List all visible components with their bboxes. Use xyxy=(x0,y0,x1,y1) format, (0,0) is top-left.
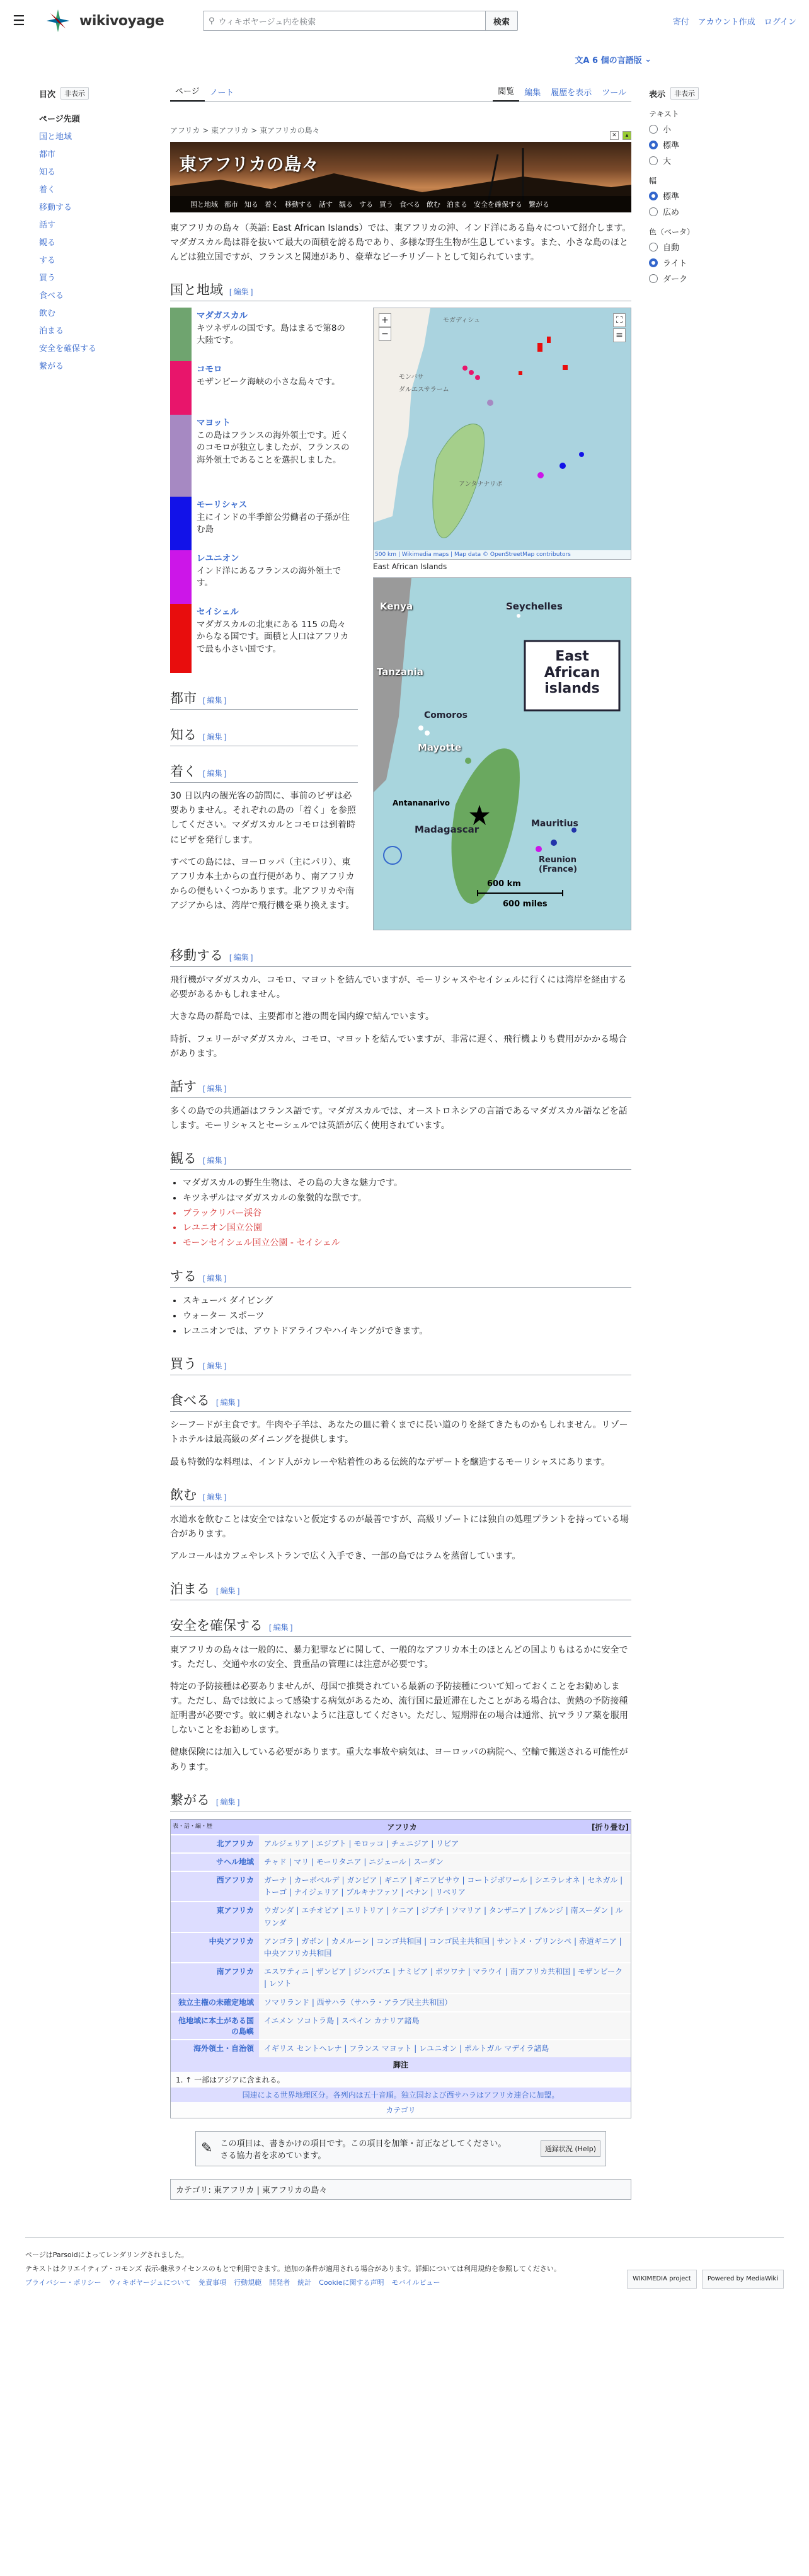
map-attribution[interactable]: 500 km | Wikimedia maps | Map data © OpenStreetMap contributors xyxy=(374,550,631,559)
color-auto[interactable] xyxy=(649,241,750,253)
region-color-swatch xyxy=(170,550,192,604)
zoom-in-button[interactable]: + xyxy=(379,313,391,327)
site-logo[interactable] xyxy=(42,8,193,33)
section-heading-buy xyxy=(170,1354,631,1375)
logo-wordmark: wikivoyage xyxy=(79,13,164,29)
text-size-heading: テキスト xyxy=(649,110,679,118)
region-desc: インド洋にあるフランスの海外領土です。 xyxy=(197,565,341,589)
stub-subtext: さる協力者を求めています。 xyxy=(220,2151,326,2161)
heading-text: する xyxy=(170,1269,197,1284)
banner-nav-item[interactable]: 観る xyxy=(339,200,353,209)
page-footer xyxy=(25,2238,784,2315)
toc-hide-button[interactable]: 非表示 xyxy=(60,87,89,100)
heading-text: 食べる xyxy=(170,1394,210,1409)
navbox-row xyxy=(171,1871,631,1901)
section-heading-drink xyxy=(170,1485,631,1506)
banner-nav-item[interactable]: 泊まる xyxy=(447,200,468,209)
radio-selected-icon xyxy=(649,141,658,149)
tab-page[interactable]: ページ xyxy=(170,84,205,101)
heading-text: 観る xyxy=(170,1151,197,1166)
map-label-seychelles: Seychelles xyxy=(506,601,563,613)
heading-text: 飲む xyxy=(170,1487,197,1503)
donate-link[interactable]: 寄付 xyxy=(672,17,689,27)
region-text xyxy=(192,604,358,673)
banner-nav-item[interactable]: 移動する xyxy=(285,200,313,209)
navbox-title[interactable]: アフリカ xyxy=(387,1822,417,1832)
regions-area xyxy=(170,308,631,930)
region-text xyxy=(192,308,358,361)
getin-paragraph: すべての島には、ヨーロッパ（主にパリ）、東アフリカ本土からの直行便があり、南アフリカからの便もいくつかあります。北アフリカや南アジアからは、湾岸で飛行機を乗り換えます。 xyxy=(170,857,355,911)
heading-text: 国と地域 xyxy=(170,283,223,298)
toc-header xyxy=(39,87,136,100)
banner-nav-item[interactable]: 繋がる xyxy=(529,200,549,209)
footer-license: テキストはクリエイティブ・コモンズ 表示-継承ライセンスのもとで利用できます。追加の条件が適用される場合があります。詳細については利用規約を参照してください。 xyxy=(25,2264,561,2273)
map-title-line: East xyxy=(555,649,589,665)
getin-paragraph: 30 日以内の観光客の訪問に、事前のビザは必要ありません。それぞれの島の「着く」を参照してください。マダガスカルとコモロは到着時にビザを発行します。 xyxy=(170,791,356,845)
region-name[interactable]: モーリシャス xyxy=(197,500,248,511)
drink-paragraph: アルコールはカフェやレストランで広く入手でき、一部の島ではラムを蒸留しています。 xyxy=(170,1551,521,1561)
section-heading-connect xyxy=(170,1790,631,1811)
list-item-link[interactable]: • ブラックリバー渓谷 xyxy=(183,1206,631,1222)
toc-item[interactable]: 飲む xyxy=(39,309,56,318)
map-label-reunion: Reunion (France) xyxy=(539,855,577,875)
toc-item[interactable]: 泊まる xyxy=(39,326,64,336)
toc-item[interactable]: 移動する xyxy=(39,203,72,212)
navbox-row-label[interactable]: 北アフリカ xyxy=(171,1835,259,1852)
width-standard[interactable] xyxy=(649,190,750,202)
region-item xyxy=(170,415,358,497)
width-wide[interactable] xyxy=(649,205,750,217)
tab-note[interactable]: ノート xyxy=(209,88,234,98)
edit-link[interactable]: [ 編集 ] xyxy=(203,1273,227,1283)
color-dark[interactable] xyxy=(649,272,750,284)
banner-nav-item[interactable]: 着く xyxy=(265,200,278,209)
footer-render-note: ページはParsoidによってレンダリングされました。 xyxy=(25,2250,188,2259)
section-heading-eat xyxy=(170,1390,631,1412)
toc-item[interactable]: 観る xyxy=(39,238,56,248)
navbox-row-list[interactable]: アンゴラ | ガボン | カメルーン | コンゴ共和国 | コンゴ民主共和国 | サントメ・プリンシペ | 赤道ギニア | 中央アフリカ共和国 xyxy=(259,1933,631,1962)
tab-edit[interactable]: 編集 xyxy=(524,88,541,98)
drink-paragraph: 水道水を飲むことは安全ではないと仮定するのが最善ですが、高級リゾートには独自の処理プラントを持っている場合があります。 xyxy=(170,1514,629,1539)
section-heading-cities xyxy=(170,688,358,710)
page-title: 東アフリカの島々 xyxy=(179,154,319,175)
footer-link[interactable]: 統計 xyxy=(297,2278,312,2287)
radio-selected-icon xyxy=(649,192,658,200)
banner-nav xyxy=(170,196,631,212)
edit-link[interactable]: [ 編集 ] xyxy=(203,1083,227,1093)
edit-link[interactable]: [ 編集 ] xyxy=(203,1155,227,1165)
footer-link[interactable]: プライバシー・ポリシー xyxy=(25,2278,101,2287)
fullscreen-icon[interactable]: ⛶ xyxy=(613,313,626,327)
region-color-swatch xyxy=(170,308,192,361)
banner-nav-item[interactable]: 話す xyxy=(319,200,333,209)
section-heading-getin xyxy=(170,761,358,783)
stub-notice xyxy=(195,2131,606,2166)
list-item-link[interactable]: • モーンセイシェル国立公園 - セイシェル xyxy=(183,1236,631,1251)
page-tabs xyxy=(170,82,631,102)
scale-label-miles: 600 miles xyxy=(503,899,548,910)
getaround-paragraph: 飛行機がマダガスカル、コモロ、マヨットを結んでいますが、モーリシャスやセイシェルに行くには湾岸を経由する必要があるかもしれません。 xyxy=(170,975,627,1000)
search-button[interactable]: 検索 xyxy=(486,11,518,31)
edit-link[interactable]: [ 編集 ] xyxy=(229,287,253,297)
edit-link[interactable]: [ 編集 ] xyxy=(203,769,227,778)
section-heading-see xyxy=(170,1148,631,1170)
edit-link[interactable]: [ 編集 ] xyxy=(216,1586,240,1595)
map-title-line: African xyxy=(544,664,600,681)
text-size-large[interactable] xyxy=(649,154,750,166)
radio-icon xyxy=(649,274,658,283)
getaround-paragraph: 大きな島の群島では、主要都市と港の間を国内線で結んでいます。 xyxy=(170,1012,434,1022)
search-form xyxy=(203,11,518,31)
list-item: • レユニオンでは、アウトドアライフやハイキングができます。 xyxy=(183,1324,631,1339)
region-color-swatch xyxy=(170,497,192,550)
search-icon: ⚲ xyxy=(209,16,215,26)
edit-link[interactable]: [ 編集 ] xyxy=(216,1398,240,1407)
section-heading-do xyxy=(170,1266,631,1288)
text-size-small[interactable] xyxy=(649,123,750,135)
navbox-row-list[interactable]: イギリス セントヘレナ | フランス マヨット | レユニオン | ポルトガル マデイラ諸島 xyxy=(259,2040,631,2057)
list-item: • ウォーター スポーツ xyxy=(183,1309,631,1324)
map-label: アンタナナリボ xyxy=(459,481,503,488)
edit-link[interactable]: [ 編集 ] xyxy=(203,1492,227,1501)
layers-icon[interactable]: ≡ xyxy=(613,328,626,342)
region-name[interactable]: マダガスカル xyxy=(197,311,248,321)
heading-text: 繋がる xyxy=(170,1793,210,1808)
navbox-footer[interactable]: 国連による世界地理区分。各列内は五十音順。独立国および西サハラはアフリカ連合に加盟。 xyxy=(171,2088,631,2102)
navbox-collapse-button[interactable]: [折り畳む] xyxy=(592,1822,629,1832)
static-region-map[interactable] xyxy=(373,577,631,930)
navbox-row-list[interactable]: ソマリランド | 西サハラ（サハラ・アラブ民主共和国） xyxy=(259,1994,631,2011)
maps-column xyxy=(373,308,631,930)
map-label: モガディシュ xyxy=(443,317,480,325)
static-map-canvas xyxy=(374,578,631,930)
radio-label: 小 xyxy=(663,125,672,135)
heading-text: 着く xyxy=(170,765,197,780)
region-name[interactable]: マヨット xyxy=(197,418,231,429)
section-heading-getaround xyxy=(170,945,631,967)
do-list xyxy=(183,1294,631,1339)
footer-badges xyxy=(627,2270,784,2289)
footer-link[interactable]: モバイルビュー xyxy=(391,2278,440,2287)
footer-link[interactable]: ウィキボヤージュについて xyxy=(108,2278,192,2287)
language-count: 6 個の言語版 xyxy=(592,55,642,66)
edit-link[interactable]: [ 編集 ] xyxy=(229,953,253,962)
heading-text: 移動する xyxy=(170,949,223,964)
edit-link[interactable]: [ 編集 ] xyxy=(203,696,227,705)
navbox-footnote-head: 脚注 xyxy=(171,2057,631,2072)
mediawiki-badge[interactable]: Powered by MediaWiki xyxy=(702,2270,784,2289)
scale-label-km: 600 km xyxy=(487,879,521,889)
list-item: • キツネザルはマダガスカルの象徴的な獣です。 xyxy=(183,1191,631,1206)
create-account-link[interactable]: アカウント作成 xyxy=(697,17,755,27)
list-item: • マダガスカルの野生生物は、その島の大きな魅力です。 xyxy=(183,1176,631,1191)
map-icon[interactable]: ✕ xyxy=(610,131,619,140)
navbox-row-list[interactable]: エスワティニ | ザンビア | ジンバブエ | ナミビア | ボツワナ | マラウイ | 南アフリカ共和国 | モザンビーク | レソト xyxy=(259,1963,631,1992)
stub-status-badge[interactable]: 通録状況 (Help) xyxy=(541,2140,600,2157)
menu-icon[interactable]: ☰ xyxy=(13,13,25,29)
navbox-row xyxy=(171,1852,631,1871)
appearance-panel xyxy=(636,77,750,2238)
navbox-row-label[interactable]: 西アフリカ xyxy=(171,1872,259,1901)
user-links xyxy=(673,15,796,27)
map-canvas xyxy=(374,308,631,559)
chevron-down-icon: ⌄ xyxy=(641,54,651,64)
category-box[interactable]: カテゴリ: 東アフリカ | 東アフリカの島々 xyxy=(170,2179,631,2200)
heading-text: 知る xyxy=(170,728,197,743)
navbox-row xyxy=(171,1834,631,1852)
region-name[interactable]: レユニオン xyxy=(197,553,239,564)
list-item: • スキューバ ダイビング xyxy=(183,1294,631,1309)
toc-item[interactable]: 安全を確保する xyxy=(39,344,97,354)
title-area xyxy=(170,125,631,139)
status-icons xyxy=(610,131,631,140)
tab-read[interactable]: 閲覧 xyxy=(493,84,519,101)
radio-label: 標準 xyxy=(663,192,680,202)
site-header xyxy=(0,0,809,42)
main-content xyxy=(145,77,636,2238)
radio-label: ダーク xyxy=(663,275,688,284)
safe-paragraph: 健康保険には加入している必要があります。重大な事故や病気は、ヨーロッパの病院へ、空輸で搬送される可能性があります。 xyxy=(170,1747,628,1772)
stub-text-block xyxy=(220,2137,532,2161)
region-desc: 主にインドの半季節公労働者の子孫が住む島 xyxy=(197,512,350,535)
region-item xyxy=(170,497,358,550)
wikimedia-badge[interactable]: WIKIMEDIA project xyxy=(627,2270,697,2289)
navbox-title-bar xyxy=(171,1820,631,1834)
tab-history[interactable]: 履歴を表示 xyxy=(551,88,592,98)
toc-item[interactable]: 知る xyxy=(39,168,56,177)
edit-link[interactable]: [ 編集 ] xyxy=(203,1361,227,1371)
africa-navbox xyxy=(170,1819,631,2118)
language-selector[interactable] xyxy=(0,42,809,77)
map-label-kenya: Kenya xyxy=(380,601,413,613)
navbox-row xyxy=(171,2039,631,2057)
banner-nav-item[interactable]: 国と地域 xyxy=(190,200,218,209)
eat-paragraph: シーフードが主食です。牛肉や子羊は、あなたの皿に着くまでに長い道のりを経てきたものかもしれません。リゾートホテルは最高級のダイニングを提供します。 xyxy=(170,1420,628,1445)
see-list xyxy=(183,1176,631,1251)
banner-nav-item[interactable]: 安全を確保する xyxy=(474,200,522,209)
map-label-antananarivo: Antananarivo xyxy=(393,799,450,808)
safe-paragraph: 特定の予防接種は必要ありませんが、母国で推奨されている最新の予防接種について知っておくことをお勧めします。ただし、島では蚊によって感染する病気があるため、流行国に最近滞在したことがある場合は、黄熱の予防接種証明書が必要です。蚊に刺されないように注意してください。ただし、短期滞在の場合は通常、抗マラリア薬を服用しないことをお勧めします。 xyxy=(170,1682,628,1736)
region-desc: モザンビーク海峡の小さな島々です。 xyxy=(197,376,340,387)
navbox-row xyxy=(171,1901,631,1931)
navbox-row-list[interactable]: ウガンダ | エチオピア | エリトリア | ケニア | ジブチ | ソマリア | タンザニア | ブルンジ | 南スーダン | ルワンダ xyxy=(259,1902,631,1931)
section-heading-sleep xyxy=(170,1579,631,1600)
article-status-icon[interactable]: ▴ xyxy=(623,131,631,140)
safe-paragraph: 東アフリカの島々は一般的に、暴力犯罪などに関して、一般的なアフリカ本土のほとんどの国よりもはるかに安全です。ただし、交通や水の安全、貴重品の管理には注意が必要です。 xyxy=(170,1644,628,1670)
banner-nav-item[interactable]: する xyxy=(359,200,373,209)
toc-item[interactable]: 着く xyxy=(39,185,56,195)
region-text xyxy=(192,550,358,604)
toc-item[interactable]: ページ先頭 xyxy=(39,115,80,124)
region-item xyxy=(170,308,358,361)
section-heading-talk xyxy=(170,1077,631,1098)
radio-label: 広め xyxy=(663,208,680,217)
edit-link[interactable]: [ 編集 ] xyxy=(269,1622,293,1632)
region-color-swatch xyxy=(170,604,192,673)
region-text xyxy=(192,415,358,497)
radio-label: 大 xyxy=(663,157,672,166)
getaround-paragraph: 時折、フェリーがマダガスカル、コモロ、マヨットを結んでいますが、非常に遅く、飛行機よりも費用がかかる場合があります。 xyxy=(170,1034,628,1059)
navbox-row xyxy=(171,1932,631,1962)
region-item xyxy=(170,550,358,604)
navbox-row-list[interactable]: アルジェリア | エジプト | モロッコ | チュニジア | リビア xyxy=(259,1835,631,1852)
width-heading: 幅 xyxy=(649,176,657,185)
navbox-row-label[interactable]: 他地域に本土がある国の島嶼 xyxy=(171,2013,259,2039)
edit-link[interactable]: [ 編集 ] xyxy=(216,1797,240,1806)
edit-link[interactable]: [ 編集 ] xyxy=(203,732,227,742)
list-item-link[interactable]: • レユニオン国立公園 xyxy=(183,1221,631,1236)
pencil-icon: ✎ xyxy=(201,2140,213,2157)
table-of-contents xyxy=(0,77,145,2238)
radio-icon xyxy=(649,243,658,251)
map-label-mauritius: Mauritius xyxy=(531,819,578,829)
wikivoyage-logo-icon xyxy=(42,8,74,33)
banner-nav-item[interactable]: 食べる xyxy=(399,200,420,209)
eat-paragraph: 最も特徴的な料理は、インド人がカレーや粘着性のある伝統的なデザートを醸造するモーリシャスにあります。 xyxy=(170,1457,611,1467)
region-text xyxy=(192,361,345,415)
navbox-row-label[interactable]: サヘル地域 xyxy=(171,1854,259,1871)
banner-nav-item[interactable]: 買う xyxy=(379,200,393,209)
toc-title: 目次 xyxy=(39,90,56,100)
radio-icon xyxy=(649,207,658,216)
navbox-row-label[interactable]: 海外領土・自治領 xyxy=(171,2040,259,2057)
footer-link[interactable]: 免責事項 xyxy=(198,2278,227,2287)
tab-tools[interactable]: ツール xyxy=(602,88,626,98)
page-banner xyxy=(170,142,631,212)
map-label-comoros: Comoros xyxy=(424,710,468,721)
region-desc: キツネザルの国です。島はまるで第8の大陸です。 xyxy=(197,323,345,346)
text-size-standard[interactable] xyxy=(649,139,750,151)
region-item xyxy=(170,361,358,415)
translate-icon: 文A xyxy=(575,55,592,66)
map-caption: East African Islands xyxy=(373,562,447,572)
radio-label: ライト xyxy=(663,259,687,269)
navbox-row-list[interactable]: ガーナ | カーボベルデ | ガンビア | ギニア | ギニアビサウ | コートジボワール | シエラレオネ | セネガル | トーゴ | ナイジェリア | ブルキナファソ | ベナン | リベリア xyxy=(259,1872,631,1901)
appearance-hide-button[interactable]: 非表示 xyxy=(670,87,699,100)
heading-text: 買う xyxy=(170,1357,197,1372)
login-link[interactable]: ログイン xyxy=(764,17,796,27)
talk-paragraph: 多くの島での共通語はフランス語です。マダガスカルでは、オーストロネシアの言語であるマダガスカル語などを話します。モーリシャスとセーシェルでは英語が広く使用されています。 xyxy=(170,1106,628,1131)
footer-link[interactable]: 開発者 xyxy=(269,2278,290,2287)
toc-item[interactable]: 買う xyxy=(39,274,56,283)
zoom-out-button[interactable]: − xyxy=(379,327,391,341)
appearance-header xyxy=(649,87,750,100)
navbox-row-list[interactable]: チャド | マリ | モーリタニア | ニジェール | スーダン xyxy=(259,1854,631,1871)
radio-icon xyxy=(649,156,658,165)
color-light[interactable] xyxy=(649,257,750,269)
navbox-row xyxy=(171,2011,631,2039)
toc-item[interactable]: する xyxy=(39,256,56,265)
heading-text: 話す xyxy=(170,1079,197,1094)
section-heading-know xyxy=(170,725,358,746)
heading-text: 安全を確保する xyxy=(170,1618,263,1633)
region-color-swatch xyxy=(170,415,192,497)
toc-item[interactable]: 国と地域 xyxy=(39,132,72,142)
section-heading-regions xyxy=(170,280,631,301)
navbox-row-label[interactable]: 南アフリカ xyxy=(171,1963,259,1992)
toc-item[interactable]: 繋がる xyxy=(39,362,64,371)
navbox-row-label[interactable]: 独立主権の未確定地域 xyxy=(171,1994,259,2011)
search-placeholder: ウィキボヤージュ内を検索 xyxy=(218,17,316,27)
map-label-madagascar: Madagascar xyxy=(415,824,479,836)
region-name[interactable]: セイシェル xyxy=(197,607,239,618)
radio-icon xyxy=(649,125,658,134)
map-label: モンバサ xyxy=(399,374,424,381)
navbox-row-list[interactable]: イエメン ソコトラ島 | スペイン カナリア諸島 xyxy=(259,2013,631,2039)
radio-selected-icon xyxy=(649,258,658,267)
navbox-row-label[interactable]: 中央アフリカ xyxy=(171,1933,259,1962)
intro-paragraph: 東アフリカの島々（英語: East African Islands）では、東アフリカの沖、インド洋にある島々について紹介します。マダガスカル島は群を抜いて最大の面積を誇る島であり、多様な野生生物が生息しています。また、小さな島のほとんどは独立国ですが、フランスと関連があり、豪華なビーチリゾートとして知られています。 xyxy=(170,223,631,263)
section-heading-safe xyxy=(170,1615,631,1637)
map-label-mayotte: Mayotte xyxy=(418,742,462,754)
map-label: ダルエスサラーム xyxy=(399,386,449,394)
navbox-row xyxy=(171,1962,631,1992)
breadcrumb[interactable]: アフリカ > 東アフリカ > 東アフリカの島々 xyxy=(170,126,320,135)
radio-label: 自動 xyxy=(663,243,680,253)
region-name[interactable]: コモロ xyxy=(197,364,222,375)
search-input[interactable] xyxy=(203,11,486,31)
navbox-row-label[interactable]: 東アフリカ xyxy=(171,1902,259,1931)
region-item xyxy=(170,604,358,673)
navbox-footnote: 1. ↑ 一部はアジアに含まれる。 xyxy=(176,2075,285,2084)
heading-text: 都市 xyxy=(170,691,197,707)
banner-nav-item[interactable]: 知る xyxy=(244,200,258,209)
appearance-title: 表示 xyxy=(649,90,666,100)
stub-text: この項目は、書きかけの項目です。この項目を加筆・訂正などしてください。 xyxy=(220,2139,507,2149)
banner-nav-item[interactable]: 都市 xyxy=(224,200,238,209)
toc-item[interactable]: 話す xyxy=(39,221,56,230)
interactive-map[interactable] xyxy=(373,308,631,560)
navbox-vte-links[interactable]: 表・話・編・歴 xyxy=(173,1823,213,1830)
color-heading: 色（ベータ） xyxy=(649,228,695,236)
heading-text: 泊まる xyxy=(170,1581,210,1597)
banner-nav-item[interactable]: 飲む xyxy=(427,200,440,209)
navbox-row xyxy=(171,1993,631,2011)
toc-item[interactable]: 食べる xyxy=(39,291,64,301)
regions-list xyxy=(170,308,358,930)
map-label-tanzania: Tanzania xyxy=(377,666,423,678)
footer-link[interactable]: Cookieに関する声明 xyxy=(319,2278,384,2287)
region-desc: この島はフランスの海外領土です。近くのコモロが独立しましたが、フランスの海外領土であることを選択しました。 xyxy=(197,430,350,465)
toc-item[interactable]: 都市 xyxy=(39,150,56,159)
footer-link[interactable]: 行動規範 xyxy=(234,2278,262,2287)
region-desc: マダガスカルの北東にある 115 の島々からなる国です。面積と人口はアフリカで最も小さい国です。 xyxy=(197,619,349,654)
navbox-category[interactable]: カテゴリ xyxy=(386,2105,416,2115)
region-text xyxy=(192,497,358,550)
radio-label: 標準 xyxy=(663,141,680,151)
map-title-line: islands xyxy=(544,680,600,696)
region-color-swatch xyxy=(170,361,192,415)
map-title xyxy=(534,649,611,696)
